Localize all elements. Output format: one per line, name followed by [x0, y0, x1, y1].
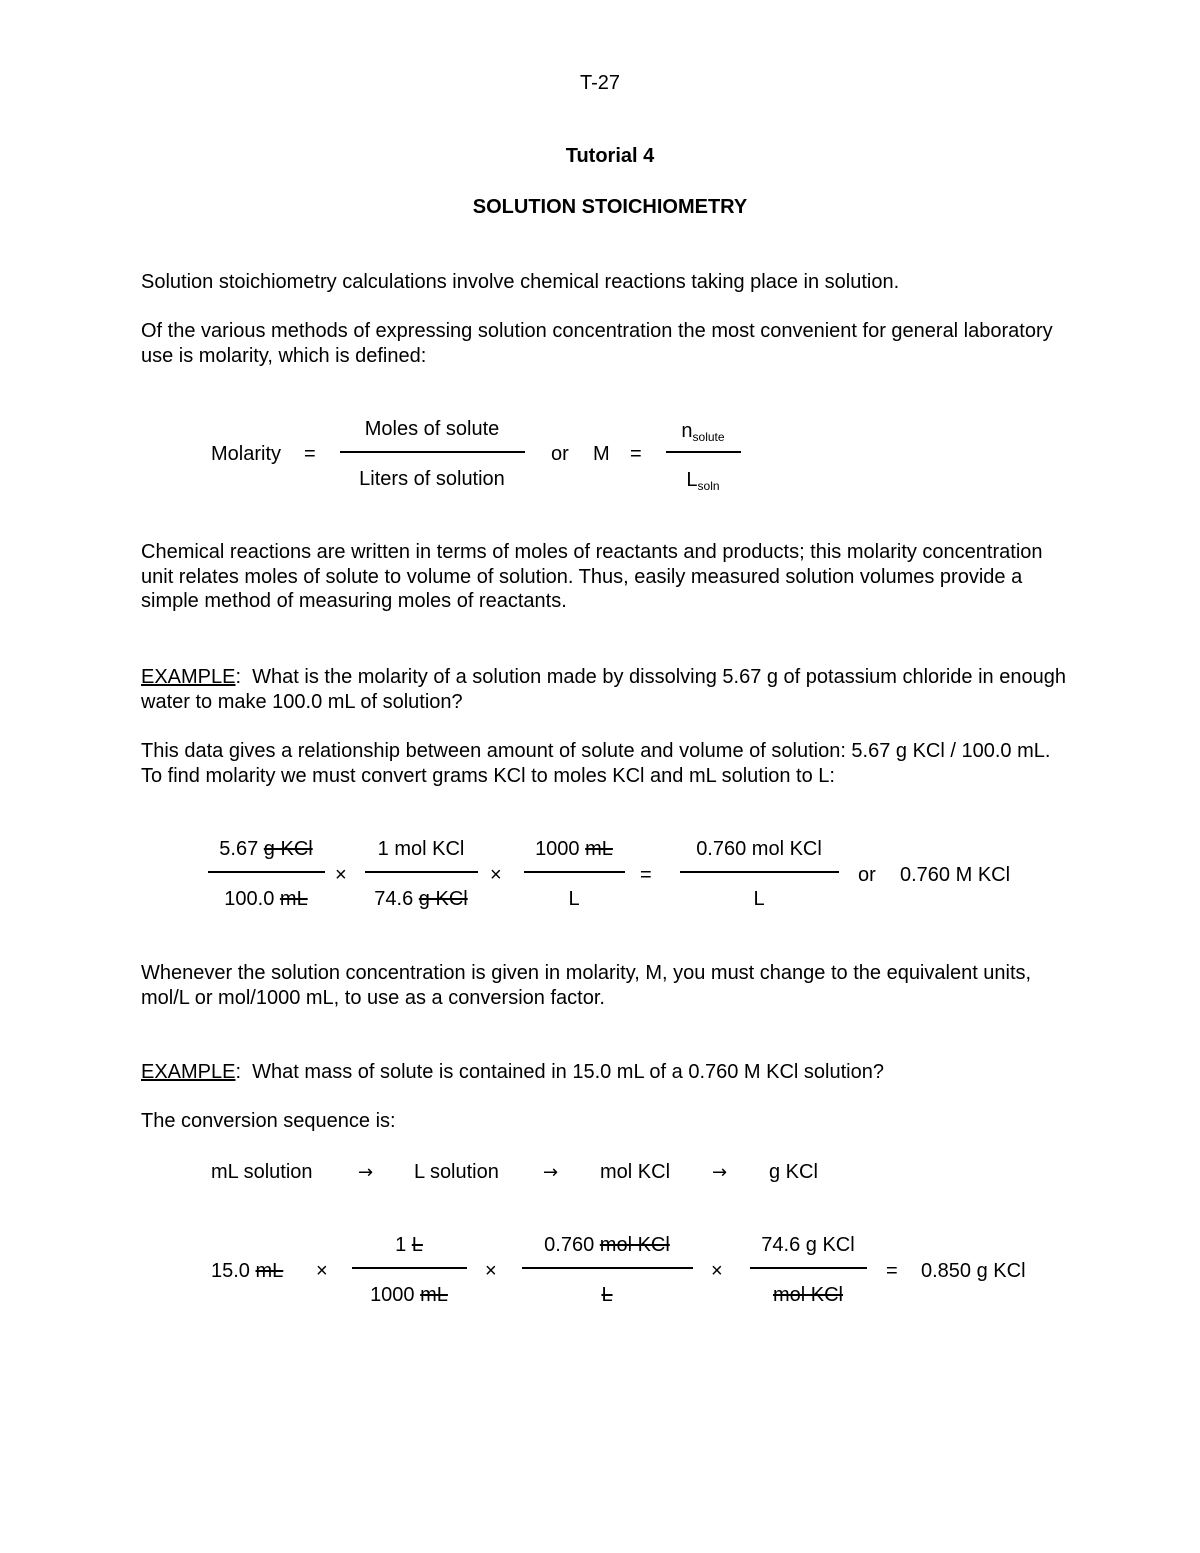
calc2-factor3-denominator: mol KCl [772, 1284, 843, 1306]
arrow-right-icon: → [543, 1162, 559, 1183]
calc1-factor1-numerator: 5.67 g KCl [219, 838, 313, 860]
formula-n-solute: $n_{solute}$ [681, 420, 725, 444]
formula-denominator: Liters of solution [359, 468, 505, 490]
example-1-explanation: This data gives a relationship between amount of solute and volume of solution: 5.67 g KCl / 100.0 mL. To find molarity we must convert grams KCl to moles KCl and mL solution to L: [141, 740, 1051, 787]
calc1-bar-2 [365, 871, 478, 873]
calc2-times-2: × [485, 1260, 497, 1282]
calc1-equals: = [640, 864, 652, 886]
formula-numerator: Moles of solute [364, 418, 500, 440]
calc1-factor2-numerator: 1 mol KCl [377, 838, 465, 860]
calc1-bar-4 [680, 871, 839, 873]
formula-equals: = [304, 443, 316, 465]
formula-lhs: Molarity [211, 443, 282, 465]
intro-paragraph: Solution stoichiometry calculations involve chemical reactions taking place in solution. [141, 271, 900, 293]
calc2-bar-1 [352, 1267, 467, 1269]
sequence-step: mL solution [211, 1161, 313, 1183]
formula-fraction-bar-2 [666, 451, 741, 453]
calc1-factor3-denominator: L [568, 888, 580, 910]
calc2-bar-2 [522, 1267, 693, 1269]
example-2-question: EXAMPLE: What mass of solute is contained in 15.0 mL of a 0.760 M KCl solution? [141, 1061, 884, 1083]
calc2-factor1-denominator: 1000 mL [370, 1284, 448, 1306]
calc1-bar-3 [524, 871, 625, 873]
calc2-times-3: × [711, 1260, 723, 1282]
formula-fraction-bar [340, 451, 525, 453]
calc1-final-answer: 0.760 M KCl [900, 864, 1011, 886]
calc2-factor2-denominator: L [601, 1284, 613, 1306]
sequence-step: mol KCl [600, 1161, 671, 1183]
arrow-right-icon: → [712, 1162, 728, 1183]
calc2-factor3-numerator: 74.6 g KCl [761, 1234, 855, 1256]
molarity-definition-paragraph: Of the various methods of expressing solution concentration the most convenient for general laboratory use is molarity, which is defined: [141, 320, 1053, 367]
formula-m: M [593, 443, 610, 465]
section-title: SOLUTION STOICHIOMETRY [472, 196, 748, 218]
calc1-or: or [858, 864, 876, 886]
whenever-paragraph: Whenever the solution concentration is given in molarity, M, you must change to the equivalent units, mol/L or mol/1000 mL, to use as a conversion factor. [141, 962, 1032, 1009]
page-number: T-27 [579, 72, 621, 94]
example-label: EXAMPLE [141, 666, 236, 688]
calc2-result: 0.850 g KCl [921, 1260, 1026, 1282]
formula-l-soln: $L_{soln}$ [686, 469, 720, 493]
calc2-bar-3 [750, 1267, 867, 1269]
calc2-times-1: × [316, 1260, 328, 1282]
formula-equals-2: = [630, 443, 642, 465]
example-label: EXAMPLE [141, 1061, 236, 1083]
calc2-factor1-numerator: 1 L [395, 1234, 423, 1256]
calc1-factor1-denominator: 100.0 mL [224, 888, 308, 910]
arrow-right-icon: → [358, 1162, 374, 1183]
sequence-step: L solution [414, 1161, 499, 1183]
calc1-result-numerator: 0.760 mol KCl [696, 838, 822, 860]
calc1-times-2: × [490, 864, 502, 886]
calc1-factor3-numerator: 1000 mL [535, 838, 613, 860]
calc1-factor2-denominator: 74.6 g KCl [374, 888, 468, 910]
tutorial-title: Tutorial 4 [565, 145, 655, 167]
calc1-bar-1 [208, 871, 325, 873]
conversion-sequence-intro: The conversion sequence is: [141, 1110, 396, 1132]
reactions-paragraph: Chemical reactions are written in terms of moles of reactants and products; this molarity concentration unit relates moles of solute to volume of solution. Thus, easily measured solution volumes provide a simple method of measuring moles of reactants. [141, 541, 1043, 612]
calc1-times-1: × [335, 864, 347, 886]
calc1-result-denominator: L [753, 888, 765, 910]
calc2-factor2-numerator: 0.760 mol KCl [544, 1234, 670, 1256]
formula-or: or [551, 443, 569, 465]
calc2-equals: = [886, 1260, 898, 1282]
example-1-question: EXAMPLE: What is the molarity of a solution made by dissolving 5.67 g of potassium chloride in enough water to make 100.0 mL of solution? [141, 666, 1066, 713]
sequence-step: g KCl [769, 1161, 818, 1183]
calc2-start: 15.0 mL [211, 1260, 284, 1282]
